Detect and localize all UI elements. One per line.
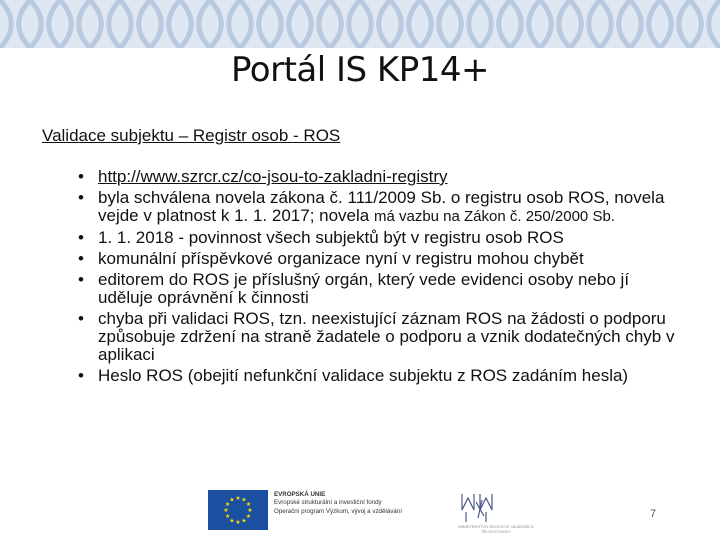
banner-curve — [330, 0, 341, 48]
eu-star-icon: ★ — [241, 518, 247, 525]
eu-star-icon: ★ — [247, 508, 253, 514]
banner-curve — [169, 0, 180, 48]
bullet-item — [78, 250, 678, 268]
banner-curve — [109, 0, 120, 48]
banner-curve — [0, 0, 11, 48]
bullet-text: chyba při validaci ROS, tzn. neexistující záznam ROS na žádosti o podporu způsobuje zdržení na straně žadatele o podporu a vznik dodatečných chyb v aplikaci — [98, 309, 675, 364]
banner-curve — [679, 0, 690, 48]
slide-subtitle: Validace subjektu – Registr osob - ROS — [42, 126, 341, 145]
banner-curve — [600, 0, 611, 48]
bullet-text-small: má vazbu na Zákon č. 250/2000 Sb. — [373, 208, 615, 225]
banner-curve — [120, 0, 131, 48]
banner-curve — [499, 0, 510, 48]
banner-curve — [619, 0, 630, 48]
page-number: 7 — [650, 508, 657, 520]
banner-curve — [49, 0, 60, 48]
eu-star-icon: ★ — [241, 497, 247, 504]
banner-curve — [480, 0, 491, 48]
bullet-item — [78, 189, 678, 226]
banner-curve — [60, 0, 71, 48]
decorative-header-banner — [0, 0, 720, 48]
banner-curve — [19, 0, 30, 48]
eu-star-icon: ★ — [224, 502, 231, 508]
eu-text-line: Operační program Výzkum, vývoj a vzdělávání — [274, 507, 402, 515]
eu-text-line: EVROPSKÁ UNIE — [274, 491, 326, 498]
banner-curve — [709, 0, 720, 48]
banner-curve — [199, 0, 210, 48]
bullet-text: komunální příspěvkové organizace nyní v registru mohou chybět — [98, 249, 584, 268]
banner-curve — [270, 0, 281, 48]
banner-curve — [649, 0, 660, 48]
banner-curve — [360, 0, 371, 48]
banner-curve — [139, 0, 150, 48]
banner-curve — [319, 0, 330, 48]
banner-curve — [469, 0, 480, 48]
bullet-text-continuation: 111/2009 Sb. o registru osob ROS, novela vejde v platnost k 1. 1. 2017; novela — [98, 188, 665, 225]
banner-curve — [379, 0, 390, 48]
banner-curve — [90, 0, 101, 48]
slide-title: Portál IS KP14+ — [231, 50, 489, 90]
banner-curve — [349, 0, 360, 48]
banner-curve — [150, 0, 161, 48]
banner-curve — [300, 0, 311, 48]
banner-curve — [210, 0, 221, 48]
banner-curve — [439, 0, 450, 48]
eu-star-icon: ★ — [245, 502, 252, 508]
bullet-text: 1. 1. 2018 - povinnost všech subjektů být v registru osob ROS — [98, 228, 564, 247]
banner-pattern — [0, 0, 720, 48]
eu-star-icon: ★ — [229, 518, 235, 525]
bullet-text: Heslo ROS (obejití nefunkční validace subjektu z ROS zadáním hesla) — [98, 366, 629, 385]
banner-curve — [570, 0, 581, 48]
eu-star-icon: ★ — [223, 508, 229, 514]
banner-curve — [630, 0, 641, 48]
bullet-item — [78, 168, 678, 186]
bullet-list — [78, 168, 678, 388]
bullet-text: byla schválena novela zákona č. — [98, 188, 348, 207]
banner-curve — [79, 0, 90, 48]
footer-logos — [208, 488, 538, 534]
banner-curve — [180, 0, 191, 48]
banner-curve — [510, 0, 521, 48]
eu-star-icon: ★ — [235, 496, 241, 502]
banner-curve — [289, 0, 300, 48]
banner-curve — [390, 0, 401, 48]
banner-curve — [229, 0, 240, 48]
banner-curve — [30, 0, 41, 48]
eu-star-icon: ★ — [245, 514, 252, 520]
msmt-caption: MINISTERSTVO ŠKOLSTVÍ, MLÁDEŽE A TĚLOVÝCHOVY — [458, 524, 534, 534]
bullet-item — [78, 310, 678, 364]
eu-flag-icon — [208, 490, 268, 530]
eu-funding-text — [274, 491, 444, 516]
eu-star-icon: ★ — [229, 497, 235, 504]
banner-curve — [409, 0, 420, 48]
eu-text-line: Evropské strukturální a investiční fondy — [274, 499, 382, 507]
bullet-text: editorem do ROS je příslušný orgán, který vede evidenci osoby nebo jí uděluje oprávnění k činnosti — [98, 270, 630, 307]
bullet-item — [78, 367, 678, 385]
eu-star-icon: ★ — [235, 520, 241, 526]
banner-curve — [589, 0, 600, 48]
banner-curve — [240, 0, 251, 48]
banner-curve — [540, 0, 551, 48]
bullet-item — [78, 271, 678, 307]
banner-curve — [420, 0, 431, 48]
banner-curve — [559, 0, 570, 48]
eu-star-icon: ★ — [224, 514, 231, 520]
banner-curve — [660, 0, 671, 48]
bullet-item — [78, 229, 678, 247]
banner-curve — [259, 0, 270, 48]
banner-curve — [529, 0, 540, 48]
banner-curve — [690, 0, 701, 48]
registry-link[interactable]: http://www.szrcr.cz/co-jsou-to-zakladni-registry — [98, 167, 448, 186]
banner-curve — [450, 0, 461, 48]
